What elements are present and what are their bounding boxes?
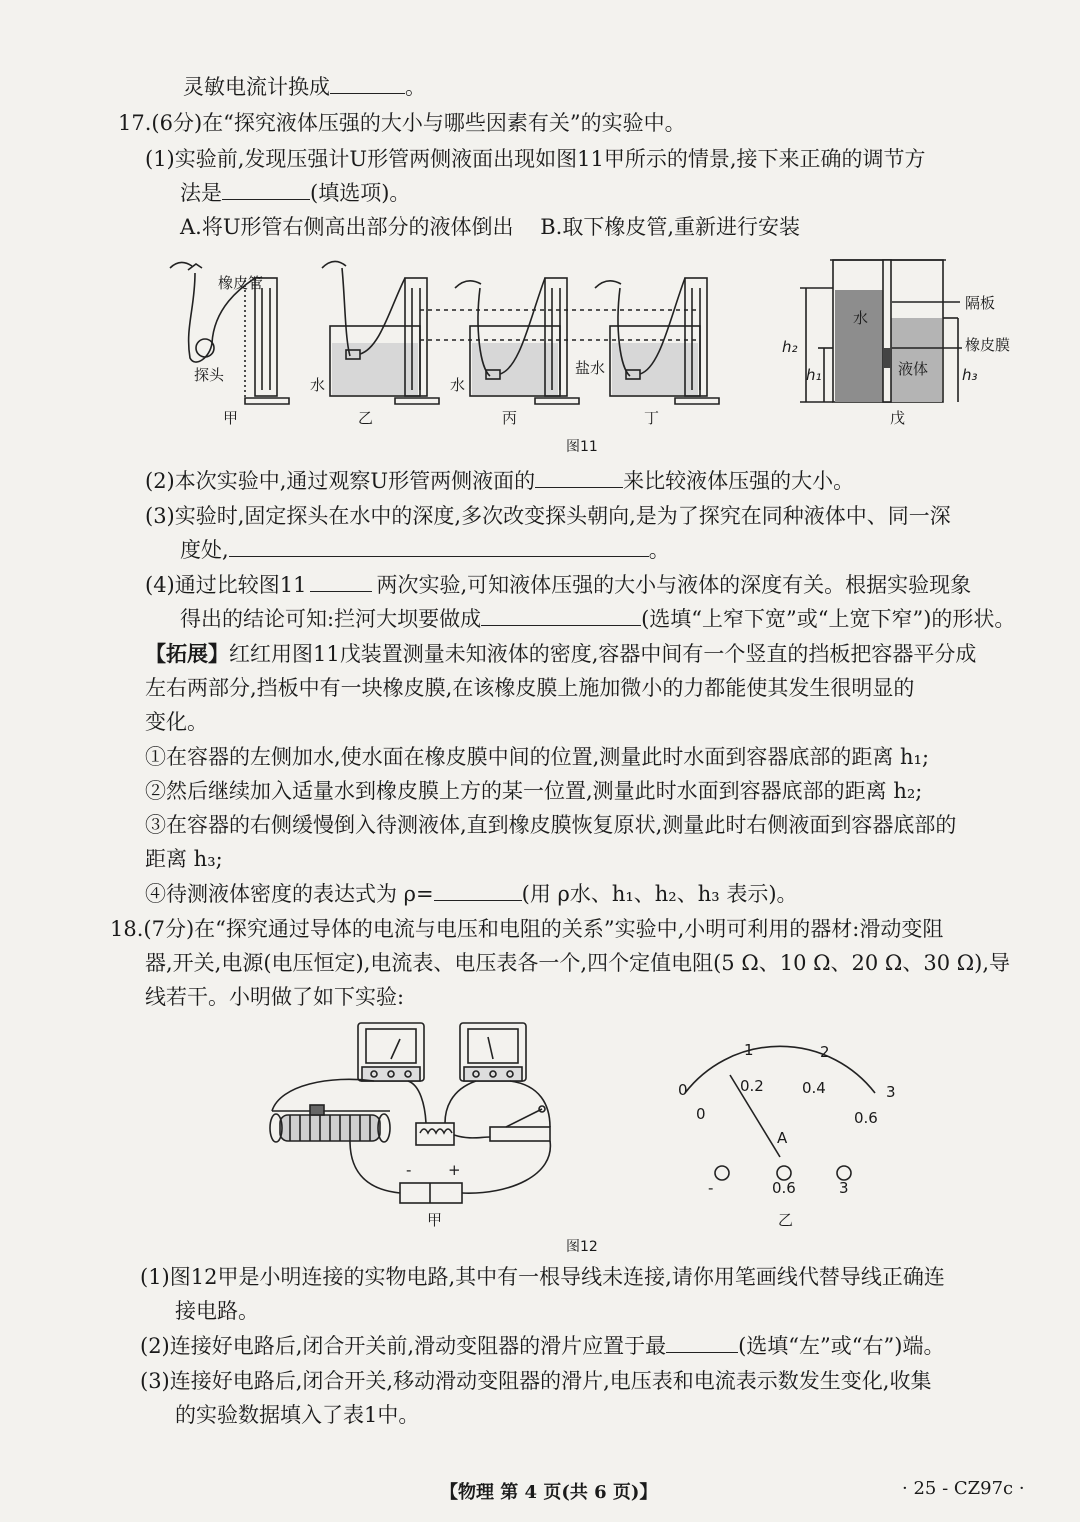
- voltmeter: [358, 1023, 424, 1081]
- footer-code: · 25 - CZ97c ·: [902, 1478, 1025, 1499]
- scale-bottom-0.6: 0.6: [854, 1109, 878, 1127]
- fig11-label-wu: 戊: [890, 409, 906, 427]
- line-text: 。: [405, 75, 426, 99]
- ammeter: [460, 1023, 526, 1081]
- answer-blank[interactable]: [310, 571, 372, 592]
- battery-plus: +: [448, 1161, 461, 1179]
- battery-minus: -: [406, 1161, 412, 1179]
- text-line: 接电路。: [175, 1299, 259, 1323]
- figure-11: [150, 248, 1030, 458]
- text-line: [180, 178, 410, 208]
- text-line: 变化。: [145, 710, 208, 734]
- text-line: (3)实验时,固定探头在水中的深度,多次改变探头朝向,是为了探究在同种液体中、同一深: [145, 504, 951, 528]
- text-line: (1)图12甲是小明连接的实物电路,其中有一根导线未连接,请你用笔画线代替导线正确连: [140, 1265, 945, 1289]
- question-17-heading: 17.(6分)在“探究液体压强的大小与哪些因素有关”的实验中。: [118, 111, 686, 135]
- line-text: (选填“上窄下宽”或“上宽下窄”)的形状。: [641, 607, 1016, 631]
- line-text: (填选项)。: [310, 181, 411, 205]
- fig11-caption: 图11: [566, 439, 598, 455]
- resistor: [416, 1123, 454, 1145]
- scale-top-3: 3: [886, 1083, 896, 1101]
- answer-blank[interactable]: [434, 880, 522, 901]
- answer-blank[interactable]: [535, 467, 623, 488]
- text-line: 左右两部分,挡板中有一块橡皮膜,在该橡皮膜上施加微小的力都能使其发生很明显的: [145, 676, 915, 700]
- step-line: ③在容器的右侧缓慢倒入待测液体,直到橡皮膜恢复原状,测量此时右侧液面到容器底部的: [145, 813, 957, 837]
- fig11-label-h3: h₃: [962, 366, 978, 384]
- terminal-minus[interactable]: [715, 1166, 729, 1180]
- answer-blank[interactable]: [222, 179, 310, 200]
- step-line: ②然后继续加入适量水到橡皮膜上方的某一位置,测量此时水面到容器底部的距离 h₂;: [145, 779, 923, 803]
- fig11-label-water-wu: 水: [853, 309, 869, 327]
- fig11-label-saltwater: 盐水: [575, 359, 606, 377]
- step-line: [145, 879, 798, 909]
- step-line: 距离 h₃;: [145, 847, 223, 871]
- text-line: [183, 72, 426, 102]
- answer-blank[interactable]: [229, 536, 649, 557]
- container-wu: [800, 260, 962, 402]
- answer-blank[interactable]: [481, 605, 641, 626]
- text-line: 的实验数据填入了表1中。: [175, 1403, 420, 1427]
- line-text: (2)连接好电路后,闭合开关前,滑动变阻器的滑片应置于最: [140, 1334, 667, 1358]
- scale-top-1: 1: [744, 1041, 754, 1059]
- footer-page-info: 【物理 第 4 页(共 6 页)】: [440, 1482, 658, 1503]
- scale-top-2: 2: [820, 1043, 830, 1061]
- fig11-label-ding: 丁: [644, 409, 660, 427]
- terminal-0.6[interactable]: [777, 1166, 791, 1180]
- scale-bottom-0.4: 0.4: [802, 1079, 826, 1097]
- line-text: 来比较液体压强的大小。: [623, 469, 855, 493]
- fig11-label-h1: h₁: [806, 366, 822, 384]
- line-text: 法是: [180, 181, 222, 205]
- line-text: 得出的结论可知:拦河大坝要做成: [180, 607, 482, 631]
- switch: [490, 1106, 550, 1141]
- terminal-label-3: 3: [839, 1179, 849, 1197]
- fig11-label-water-yi: 水: [310, 376, 326, 394]
- fig11-label-h2: h₂: [782, 338, 798, 356]
- text-line: [140, 1331, 944, 1361]
- terminal-label-0.6: 0.6: [772, 1179, 796, 1197]
- scale-top-0: 0: [678, 1081, 688, 1099]
- text-line: [145, 466, 854, 496]
- line-text: (用 ρ水、h₁、h₂、h₃ 表示)。: [521, 882, 798, 906]
- fig11-label-membrane: 橡皮膜: [965, 336, 1011, 354]
- manometer-bing: [455, 278, 579, 404]
- extension-tag: 【拓展】: [145, 641, 229, 666]
- text-line: (3)连接好电路后,闭合开关,移动滑动变阻器的滑片,电压表和电流表示数发生变化,收集: [140, 1369, 932, 1393]
- manometer-yi: [322, 261, 439, 404]
- fig12-caption: 图12: [566, 1239, 598, 1255]
- fig11-label-jia: 甲: [223, 409, 239, 427]
- fig12-label-yi: 乙: [778, 1211, 794, 1229]
- question-18-heading: 18.(7分)在“探究通过导体的电流与电压和电阻的关系”实验中,小明可利用的器材:滑动变阻: [110, 917, 944, 941]
- line-text: (4)通过比较图11: [145, 573, 307, 597]
- rheostat: [270, 1105, 390, 1142]
- fig11-label-yi: 乙: [358, 409, 374, 427]
- text-line: 器,开关,电源(电压恒定),电流表、电压表各一个,四个定值电阻(5 Ω、10 Ω、20 Ω、30 Ω),导: [145, 951, 1011, 975]
- line-text: 度处,: [180, 538, 229, 562]
- text-line: [145, 639, 976, 669]
- line-text: 。: [648, 538, 670, 562]
- text-line: [145, 570, 971, 600]
- line-text: (2)本次实验中,通过观察U形管两侧液面的: [145, 469, 536, 493]
- answer-blank[interactable]: [330, 73, 405, 94]
- scale-bottom-0: 0: [696, 1105, 706, 1123]
- dial-unit: A: [777, 1129, 788, 1147]
- manometer-ding: [595, 278, 719, 404]
- fig11-label-probe: 探头: [194, 366, 225, 384]
- figure-12: [250, 1015, 950, 1260]
- step-line: ①在容器的左侧加水,使水面在橡皮膜中间的位置,测量此时水面到容器底部的距离 h₁;: [145, 745, 930, 769]
- text-line: (1)实验前,发现压强计U形管两侧液面出现如图11甲所示的情景,接下来正确的调节方: [145, 147, 926, 171]
- line-text: 灵敏电流计换成: [183, 75, 330, 99]
- answer-blank[interactable]: [666, 1332, 738, 1353]
- line-text: 两次实验,可知液体压强的大小与液体的深度有关。根据实验现象: [376, 573, 972, 597]
- battery: [400, 1183, 462, 1203]
- text-line: [180, 604, 1015, 634]
- line-text: ④待测液体密度的表达式为 ρ=: [145, 882, 434, 906]
- fig11-label-partition: 隔板: [965, 294, 996, 312]
- fig11-label-bing: 丙: [502, 409, 518, 427]
- options-line: A.将U形管右侧高出部分的液体倒出 B.取下橡皮管,重新进行安装: [180, 215, 801, 239]
- line-text: (选填“左”或“右”)端。: [738, 1334, 945, 1358]
- text-line: 线若干。小明做了如下实验:: [145, 985, 405, 1009]
- terminal-label-minus: -: [708, 1179, 714, 1197]
- scale-bottom-0.2: 0.2: [740, 1077, 764, 1095]
- line-text: 红红用图11戊装置测量未知液体的密度,容器中间有一个竖直的挡板把容器平分成: [229, 642, 977, 666]
- fig11-label-water-bing: 水: [450, 376, 466, 394]
- terminal-3[interactable]: [837, 1166, 851, 1180]
- text-line: [180, 535, 670, 565]
- fig11-label-tube: 橡皮管: [218, 274, 264, 292]
- fig12-label-jia: 甲: [427, 1211, 443, 1229]
- fig11-label-liquid: 液体: [898, 360, 929, 378]
